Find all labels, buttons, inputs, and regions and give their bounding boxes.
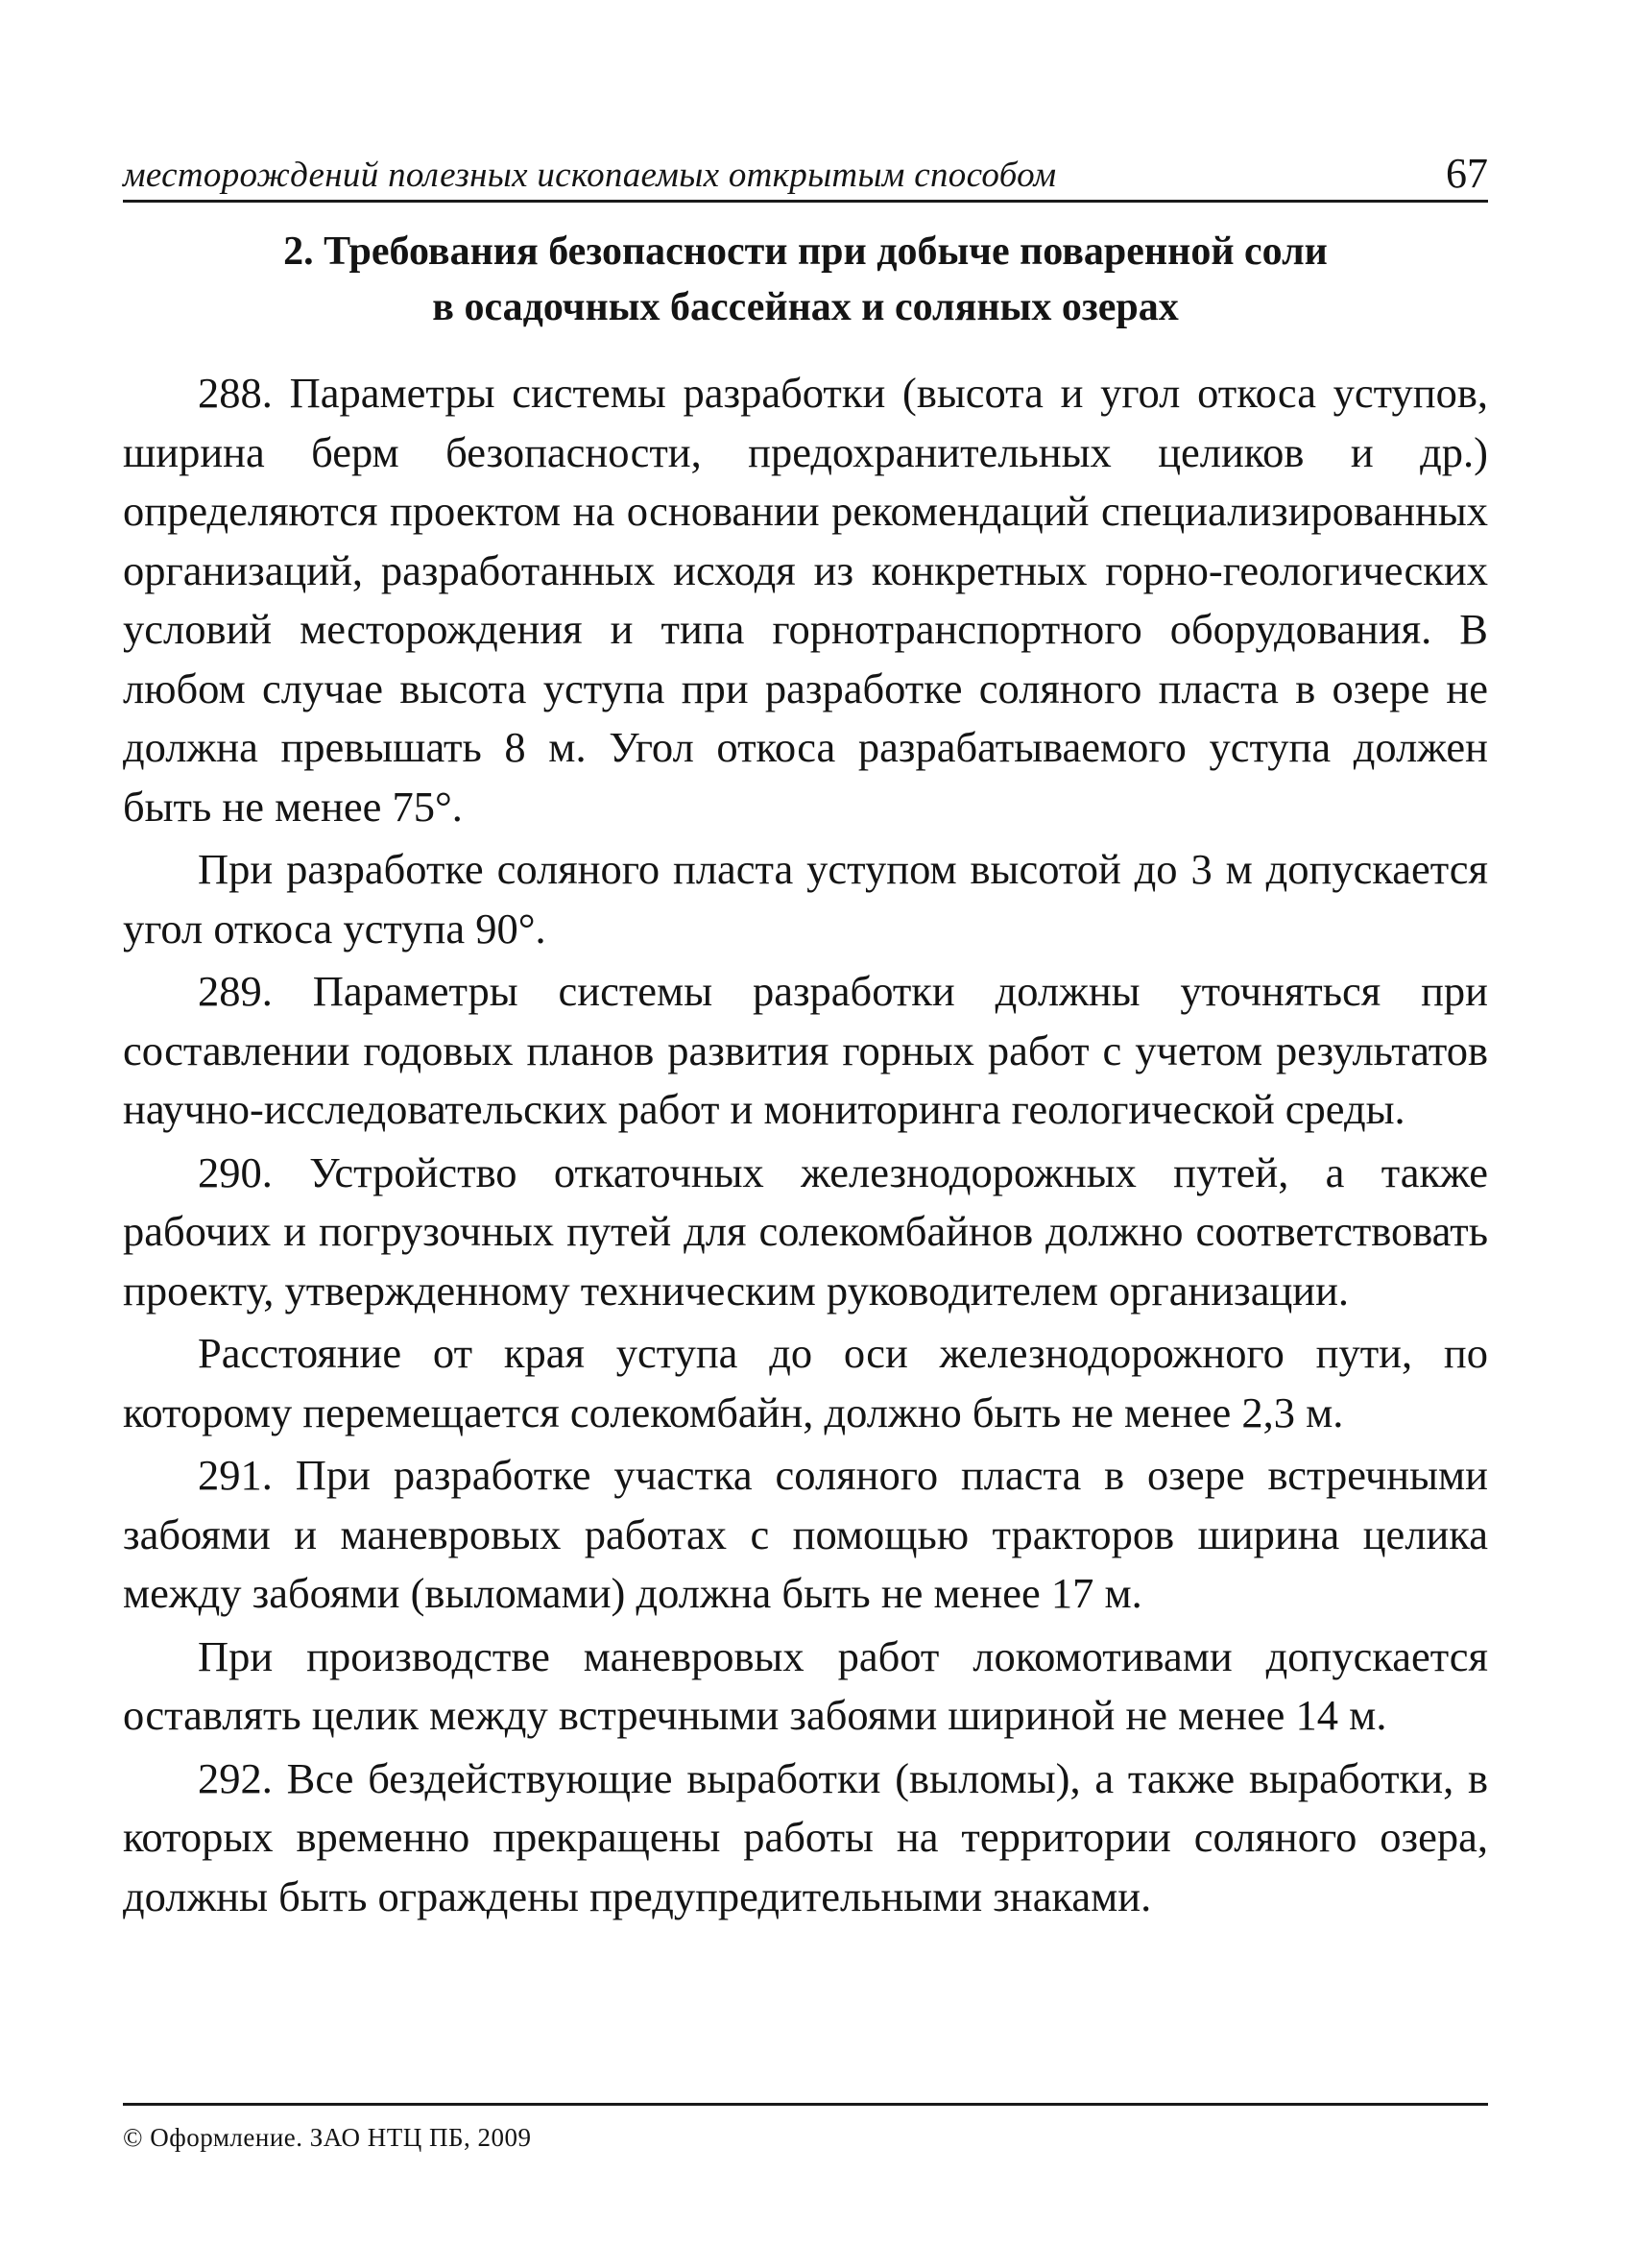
paragraph-291-continuation: При производстве маневровых работ локомотивами допускается оставлять целик между встречными забоями шириной не менее 14 м. — [123, 1631, 1488, 1739]
document-page — [123, 144, 1488, 1926]
paragraph-290-continuation: Расстояние от края уступа до оси железнодорожного пути, по которому перемещается солекомбайн, должно быть не менее 2,3 м. — [123, 1329, 1488, 1436]
footer-rule — [123, 2103, 1488, 2106]
paragraph-288: 288. Параметры системы разработки (высота и угол откоса уступов, ширина берм безопасности, предохранительных целиков и др.) определяются проектом на основании рекомендаций специализированных организаций, разработанных исходя из конкретных горно-геологических условий месторождения и типа горнотранспортного оборудования. В любом случае высота уступа при разработке соляного пласта в озере не должна превышать 8 м. Угол откоса разрабатываемого уступа должен быть не менее 75°. — [123, 369, 1488, 831]
section-heading-line-1: 2. Требования безопасности при добыче поваренной соли — [283, 229, 1328, 274]
paragraph-289: 289. Параметры системы разработки должны уточняться при составлении годовых планов развития горных работ с учетом результатов научно-исследовательских работ и мониторинга геологической среды. — [123, 967, 1488, 1133]
paragraph-291: 291. При разработке участка соляного пласта в озере встречными забоями и маневровых работах с помощью тракторов ширина целика между забоями (выломами) должна быть не менее 17 м. — [123, 1451, 1488, 1617]
paragraph-290: 290. Устройство откаточных железнодорожных путей, а также рабочих и погрузочных путей для солекомбайнов должно соответствовать проекту, утвержденному техническим руководителем организации. — [123, 1147, 1488, 1315]
paragraph-292: 292. Все бездействующие выработки (выломы), а также выработки, в которых временно прекращены работы на территории соляного озера, должны быть ограждены предупредительными знаками. — [123, 1753, 1488, 1920]
running-head-title: месторождений полезных ископаемых открытым способом — [123, 156, 1057, 195]
copyright-notice: © Оформление. ЗАО НТЦ ПБ, 2009 — [123, 2123, 532, 2152]
running-head — [123, 144, 1488, 203]
section-heading — [123, 224, 1488, 335]
footer — [123, 2103, 1488, 2153]
page-number: 67 — [1446, 150, 1488, 197]
section-heading-line-2: в осадочных бассейнах и соляных озерах — [432, 285, 1179, 329]
body-text — [123, 364, 1488, 1926]
paragraph-288-continuation: При разработке соляного пласта уступом высотой до 3 м допускается угол откоса уступа 90°. — [123, 845, 1488, 953]
